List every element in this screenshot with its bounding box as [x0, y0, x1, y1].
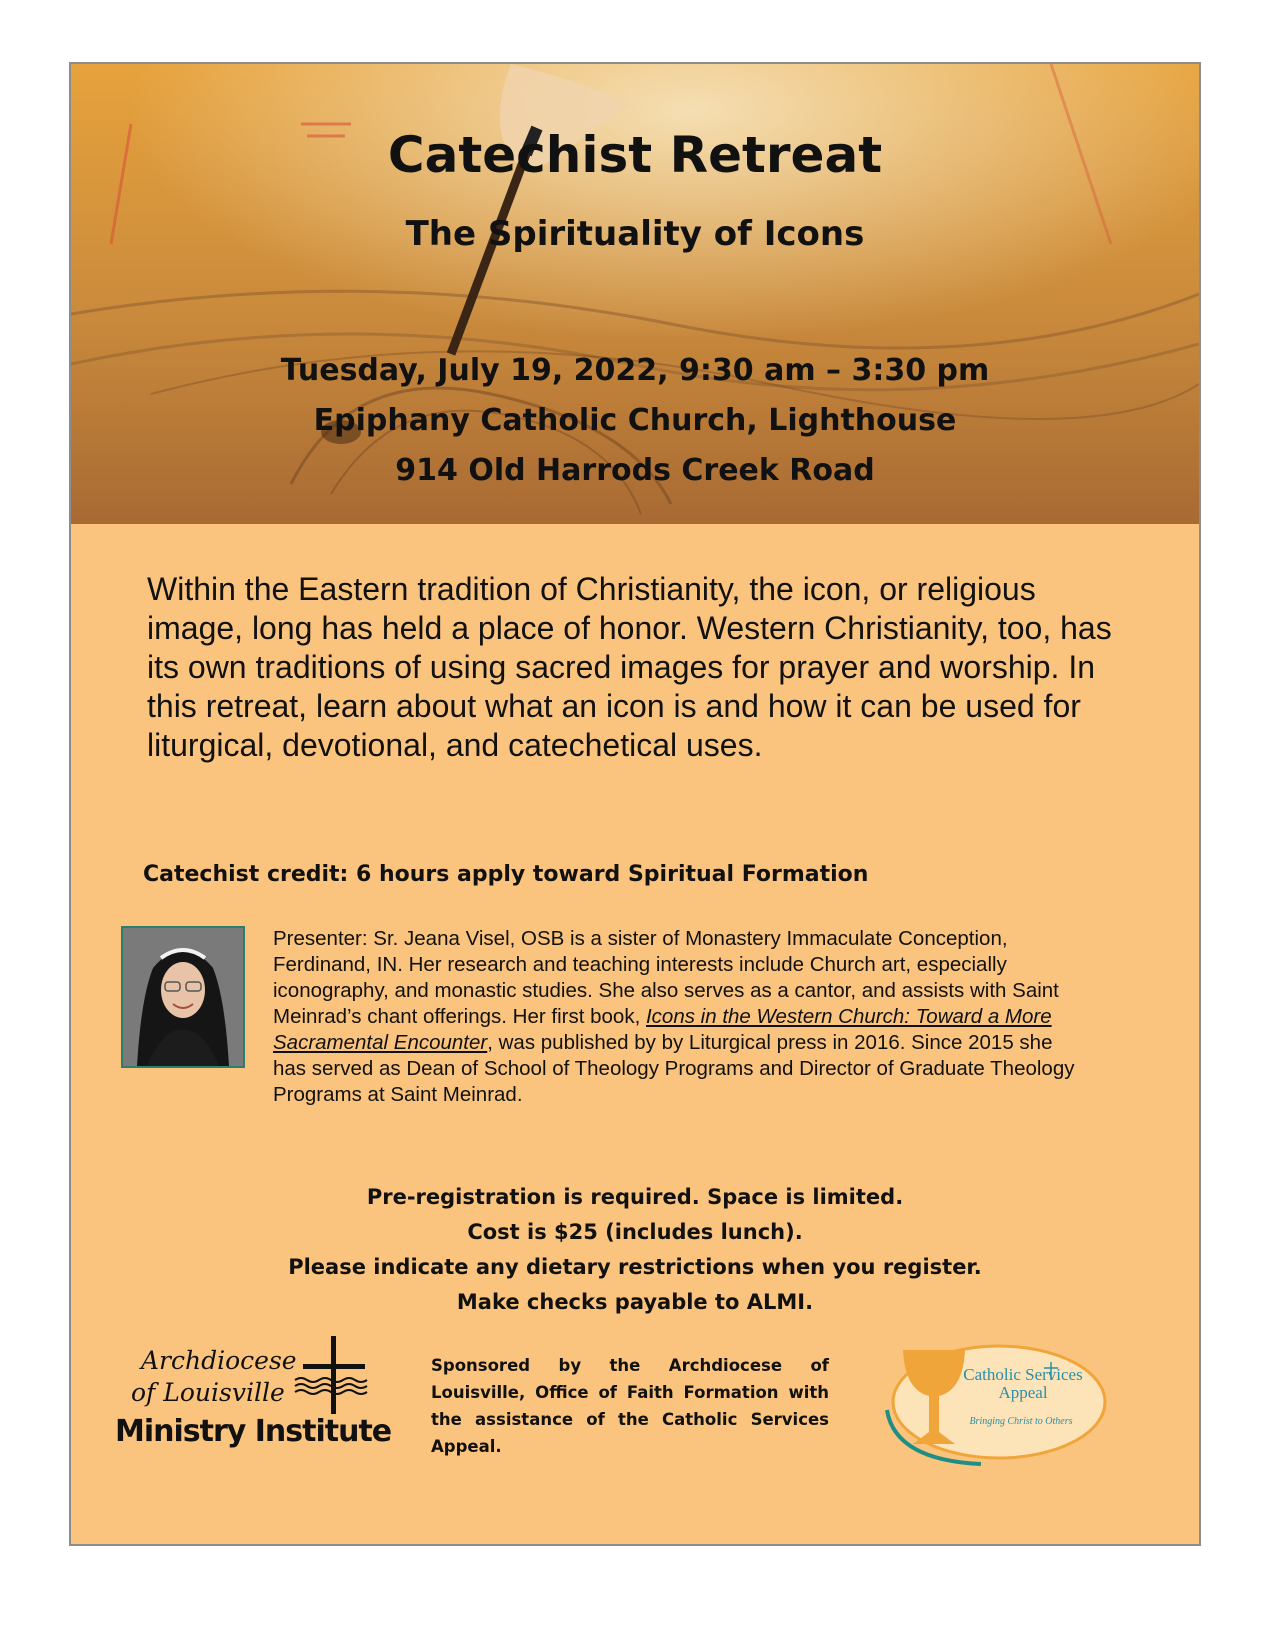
registration-line: Pre-registration is required. Space is limited.	[366, 1185, 904, 1209]
presenter-bio	[273, 926, 1083, 1108]
registration-line: Cost is $25 (includes lunch).	[467, 1220, 803, 1244]
sponsor-text: Sponsored by the Archdiocese of Louisville, Office of Faith Formation with the assistance of the Catholic Services Appeal.	[431, 1356, 829, 1456]
logo-line-ministry-institute: Ministry Institute	[115, 1414, 392, 1449]
logo-line-louisville: of Louisville	[131, 1378, 285, 1407]
presenter-bio-text-end: , was published by by Liturgical press in 2016. Since 2015 she has served as Dean of School of Theology Programs and Director of Graduate Theology Programs at Saint Meinrad.	[273, 1031, 1075, 1106]
ministry-institute-logo	[115, 1336, 415, 1466]
cross-waves-icon	[293, 1336, 377, 1416]
csa-tagline: Bringing Christ to Others	[969, 1416, 1073, 1427]
presenter-bio-text: Presenter: Sr. Jeana Visel, OSB is a sister of Monastery Immaculate Conception, Ferdinand, IN. Her research and teaching interests include Church art, especially iconography, and monastic studies. She also serves as a cantor, and assists with Saint Meinrad’s chant offerings. Her first book,	[273, 927, 1059, 1028]
event-location: Epiphany Catholic Church, Lighthouse	[313, 403, 957, 438]
chalice-icon	[881, 1340, 1107, 1470]
book-title: Icons in the Western Church: Toward a More Sacramental Encounter	[273, 1005, 1052, 1054]
csa-name: Catholic Services Appeal	[963, 1365, 1083, 1402]
catechist-credit: Catechist credit: 6 hours apply toward Spiritual Formation	[143, 862, 869, 887]
registration-line: Please indicate any dietary restrictions when you register.	[288, 1255, 982, 1279]
event-date-time: Tuesday, July 19, 2022, 9:30 am – 3:30 pm	[280, 353, 990, 388]
presenter-photo	[121, 926, 245, 1068]
registration-info	[71, 1180, 1199, 1320]
event-address: 914 Old Harrods Creek Road	[395, 453, 875, 488]
catholic-services-appeal-logo	[881, 1340, 1107, 1470]
page-subtitle: The Spirituality of Icons	[405, 214, 865, 254]
header-banner	[71, 64, 1199, 524]
page-title: Catechist Retreat	[387, 126, 883, 184]
event-details	[71, 346, 1199, 496]
intro-paragraph: Within the Eastern tradition of Christianity, the icon, or religious image, long has held a place of honor. Western Christianity, too, has its own traditions of using sacred images for prayer and worship. In this retreat, learn about what an icon is and how it can be used for liturgical, devotional, and catechetical uses.	[147, 571, 1112, 763]
logo-line-archdiocese: Archdiocese	[141, 1346, 297, 1375]
registration-line: Make checks payable to ALMI.	[456, 1290, 814, 1314]
flyer	[69, 62, 1201, 1546]
